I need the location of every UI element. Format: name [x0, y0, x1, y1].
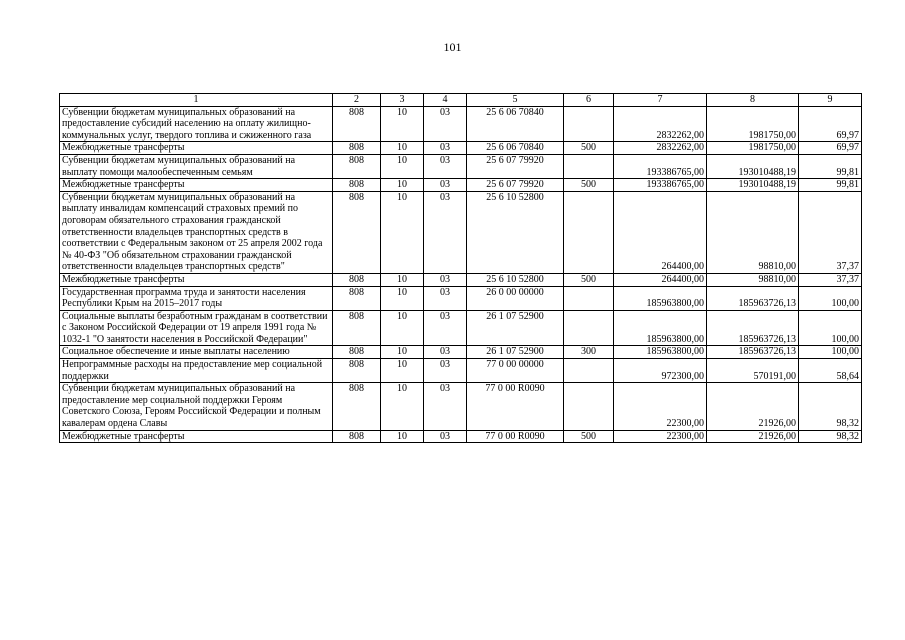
row-grbs: 808 — [333, 310, 381, 346]
row-plan-amount: 2832262,00 — [614, 106, 707, 142]
row-grbs: 808 — [333, 273, 381, 286]
table-row — [60, 179, 862, 192]
table-row — [60, 273, 862, 286]
row-actual-amount: 1981750,00 — [707, 142, 799, 155]
row-percent: 37,37 — [799, 191, 862, 273]
header-cell: 8 — [707, 94, 799, 107]
header-cell: 9 — [799, 94, 862, 107]
table-row — [60, 286, 862, 310]
header-cell: 3 — [381, 94, 424, 107]
row-expense-type — [564, 383, 614, 430]
row-actual-amount: 193010488,19 — [707, 154, 799, 178]
row-target-item: 77 0 00 00000 — [467, 359, 564, 383]
row-percent: 37,37 — [799, 273, 862, 286]
row-section: 10 — [381, 142, 424, 155]
row-actual-amount: 185963726,13 — [707, 346, 799, 359]
row-subsection: 03 — [424, 286, 467, 310]
row-plan-amount: 264400,00 — [614, 191, 707, 273]
row-percent: 100,00 — [799, 346, 862, 359]
header-cell: 2 — [333, 94, 381, 107]
row-target-item: 25 6 10 52800 — [467, 273, 564, 286]
row-expense-type — [564, 191, 614, 273]
row-actual-amount: 98810,00 — [707, 191, 799, 273]
row-subsection: 03 — [424, 310, 467, 346]
row-subsection: 03 — [424, 430, 467, 443]
row-section: 10 — [381, 154, 424, 178]
row-plan-amount: 185963800,00 — [614, 346, 707, 359]
table-row — [60, 359, 862, 383]
row-expense-type — [564, 286, 614, 310]
row-name: Межбюджетные трансферты — [60, 179, 333, 192]
row-grbs: 808 — [333, 286, 381, 310]
table-row — [60, 191, 862, 273]
row-percent: 100,00 — [799, 286, 862, 310]
row-plan-amount: 193386765,00 — [614, 179, 707, 192]
row-name: Субвенции бюджетам муниципальных образований на выплату помощи малообеспеченным семьям — [60, 154, 333, 178]
row-section: 10 — [381, 179, 424, 192]
row-subsection: 03 — [424, 106, 467, 142]
row-name: Межбюджетные трансферты — [60, 430, 333, 443]
row-percent: 100,00 — [799, 310, 862, 346]
row-section: 10 — [381, 310, 424, 346]
row-subsection: 03 — [424, 179, 467, 192]
row-target-item: 77 0 00 R0090 — [467, 430, 564, 443]
table-row — [60, 154, 862, 178]
row-actual-amount: 193010488,19 — [707, 179, 799, 192]
row-expense-type: 500 — [564, 142, 614, 155]
table-row — [60, 310, 862, 346]
row-name: Субвенции бюджетам муниципальных образований на предоставление субсидий населению на оплату жилищно-коммунальных услуг, твердого топлива и сжиженного газа — [60, 106, 333, 142]
row-percent: 99,81 — [799, 179, 862, 192]
table-row — [60, 346, 862, 359]
row-plan-amount: 193386765,00 — [614, 154, 707, 178]
row-grbs: 808 — [333, 346, 381, 359]
header-cell: 6 — [564, 94, 614, 107]
row-actual-amount: 98810,00 — [707, 273, 799, 286]
row-name: Межбюджетные трансферты — [60, 142, 333, 155]
page-number: 101 — [443, 40, 462, 54]
row-section: 10 — [381, 359, 424, 383]
row-target-item: 25 6 06 70840 — [467, 142, 564, 155]
row-plan-amount: 22300,00 — [614, 383, 707, 430]
row-name: Государственная программа труда и занятости населения Республики Крым на 2015–2017 годы — [60, 286, 333, 310]
row-percent: 98,32 — [799, 430, 862, 443]
row-plan-amount: 264400,00 — [614, 273, 707, 286]
row-subsection: 03 — [424, 273, 467, 286]
budget-table — [59, 93, 862, 443]
row-percent: 99,81 — [799, 154, 862, 178]
row-subsection: 03 — [424, 346, 467, 359]
table-row — [60, 142, 862, 155]
header-cell: 7 — [614, 94, 707, 107]
row-expense-type — [564, 106, 614, 142]
row-plan-amount: 185963800,00 — [614, 310, 707, 346]
row-actual-amount: 1981750,00 — [707, 106, 799, 142]
row-section: 10 — [381, 191, 424, 273]
row-plan-amount: 972300,00 — [614, 359, 707, 383]
table-row — [60, 383, 862, 430]
row-actual-amount: 185963726,13 — [707, 286, 799, 310]
row-grbs: 808 — [333, 191, 381, 273]
row-plan-amount: 185963800,00 — [614, 286, 707, 310]
row-section: 10 — [381, 286, 424, 310]
row-expense-type: 500 — [564, 179, 614, 192]
row-section: 10 — [381, 106, 424, 142]
row-subsection: 03 — [424, 154, 467, 178]
row-target-item: 26 1 07 52900 — [467, 346, 564, 359]
row-name: Непрограммные расходы на предоставление мер социальной поддержки — [60, 359, 333, 383]
row-target-item: 26 1 07 52900 — [467, 310, 564, 346]
row-actual-amount: 570191,00 — [707, 359, 799, 383]
row-grbs: 808 — [333, 154, 381, 178]
row-expense-type: 300 — [564, 346, 614, 359]
row-section: 10 — [381, 346, 424, 359]
row-name: Субвенции бюджетам муниципальных образований на выплату инвалидам компенсаций страховых премий по договорам обязательного страхования гражданской ответственности владельцев транспортных средств в соответствии с Федеральным законом от 25 апреля 2002 года № 40-ФЗ "Об обязательном страховании гражданской ответственности владельцев транспортных средств" — [60, 191, 333, 273]
row-grbs: 808 — [333, 430, 381, 443]
row-subsection: 03 — [424, 359, 467, 383]
row-name: Межбюджетные трансферты — [60, 273, 333, 286]
row-percent: 98,32 — [799, 383, 862, 430]
row-expense-type — [564, 154, 614, 178]
row-section: 10 — [381, 430, 424, 443]
row-name: Субвенции бюджетам муниципальных образований на предоставление мер социальной поддержки Героям Советского Союза, Героям Российской Федерации и полным кавалерам ордена Славы — [60, 383, 333, 430]
row-plan-amount: 2832262,00 — [614, 142, 707, 155]
row-target-item: 26 0 00 00000 — [467, 286, 564, 310]
header-cell: 5 — [467, 94, 564, 107]
row-subsection: 03 — [424, 383, 467, 430]
table-row — [60, 430, 862, 443]
row-percent: 69,97 — [799, 142, 862, 155]
row-grbs: 808 — [333, 383, 381, 430]
row-section: 10 — [381, 383, 424, 430]
row-grbs: 808 — [333, 106, 381, 142]
row-subsection: 03 — [424, 191, 467, 273]
header-cell: 1 — [60, 94, 333, 107]
row-expense-type — [564, 359, 614, 383]
row-actual-amount: 21926,00 — [707, 383, 799, 430]
row-expense-type: 500 — [564, 273, 614, 286]
row-expense-type: 500 — [564, 430, 614, 443]
row-grbs: 808 — [333, 142, 381, 155]
row-grbs: 808 — [333, 359, 381, 383]
row-subsection: 03 — [424, 142, 467, 155]
header-cell: 4 — [424, 94, 467, 107]
row-percent: 69,97 — [799, 106, 862, 142]
row-name: Социальное обеспечение и иные выплаты населению — [60, 346, 333, 359]
row-target-item: 77 0 00 R0090 — [467, 383, 564, 430]
row-target-item: 25 6 06 70840 — [467, 106, 564, 142]
row-percent: 58,64 — [799, 359, 862, 383]
row-target-item: 25 6 07 79920 — [467, 179, 564, 192]
table-row — [60, 106, 862, 142]
row-actual-amount: 185963726,13 — [707, 310, 799, 346]
row-name: Социальные выплаты безработным гражданам в соответствии с Законом Российской Федерации от 19 апреля 1991 года № 1032-1 "О занятости населения в Российской Федерации" — [60, 310, 333, 346]
row-target-item: 25 6 07 79920 — [467, 154, 564, 178]
row-expense-type — [564, 310, 614, 346]
row-plan-amount: 22300,00 — [614, 430, 707, 443]
row-actual-amount: 21926,00 — [707, 430, 799, 443]
row-section: 10 — [381, 273, 424, 286]
row-grbs: 808 — [333, 179, 381, 192]
header-row — [60, 94, 862, 107]
row-target-item: 25 6 10 52800 — [467, 191, 564, 273]
